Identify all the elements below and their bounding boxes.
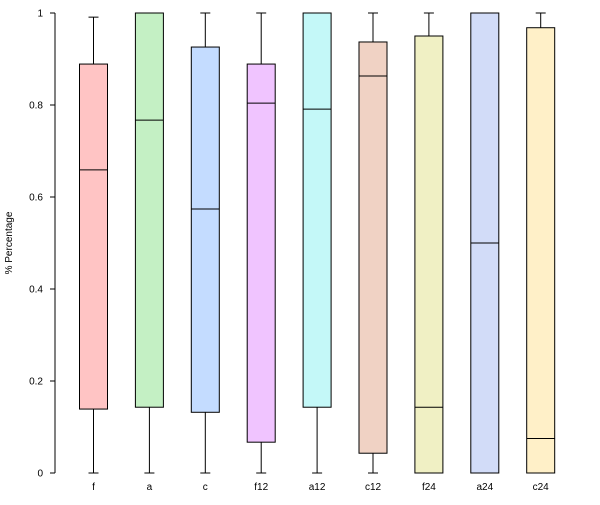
box-a24 [471,13,499,473]
x-tick-label: a12 [308,482,326,493]
y-tick-label: 0.4 [29,284,43,296]
x-tick-label: f24 [421,482,436,493]
box-body [80,64,108,409]
y-tick-label: 0.2 [29,376,43,388]
box-body [303,13,331,407]
box-c24 [527,13,555,473]
x-tick-label: a [146,482,153,493]
y-axis [29,9,55,480]
box-c12 [359,13,387,473]
box-f [80,17,108,473]
y-axis-label: % Percentage [4,211,15,275]
x-tick-label: a24 [476,482,494,493]
box-body [191,47,219,412]
x-axis-labels [92,482,549,493]
box-f12 [247,13,275,473]
box-body [247,64,275,442]
x-tick-label: c12 [364,482,382,493]
y-tick-label: 0 [37,468,43,480]
box-body [359,42,387,453]
x-tick-label: f12 [254,482,269,493]
x-tick-label: c24 [532,482,549,493]
y-tick-label: 0.6 [29,192,43,204]
box-body [135,13,163,407]
y-tick-label: 1 [37,8,43,20]
x-tick-label: f [92,482,95,493]
box-f24 [415,13,443,473]
y-tick-label: 0.8 [29,100,43,112]
box-a12 [303,13,331,473]
boxes-group [80,13,555,473]
x-tick-label: c [202,482,208,493]
box-body [527,28,555,473]
box-a [135,13,163,473]
box-c [191,13,219,473]
